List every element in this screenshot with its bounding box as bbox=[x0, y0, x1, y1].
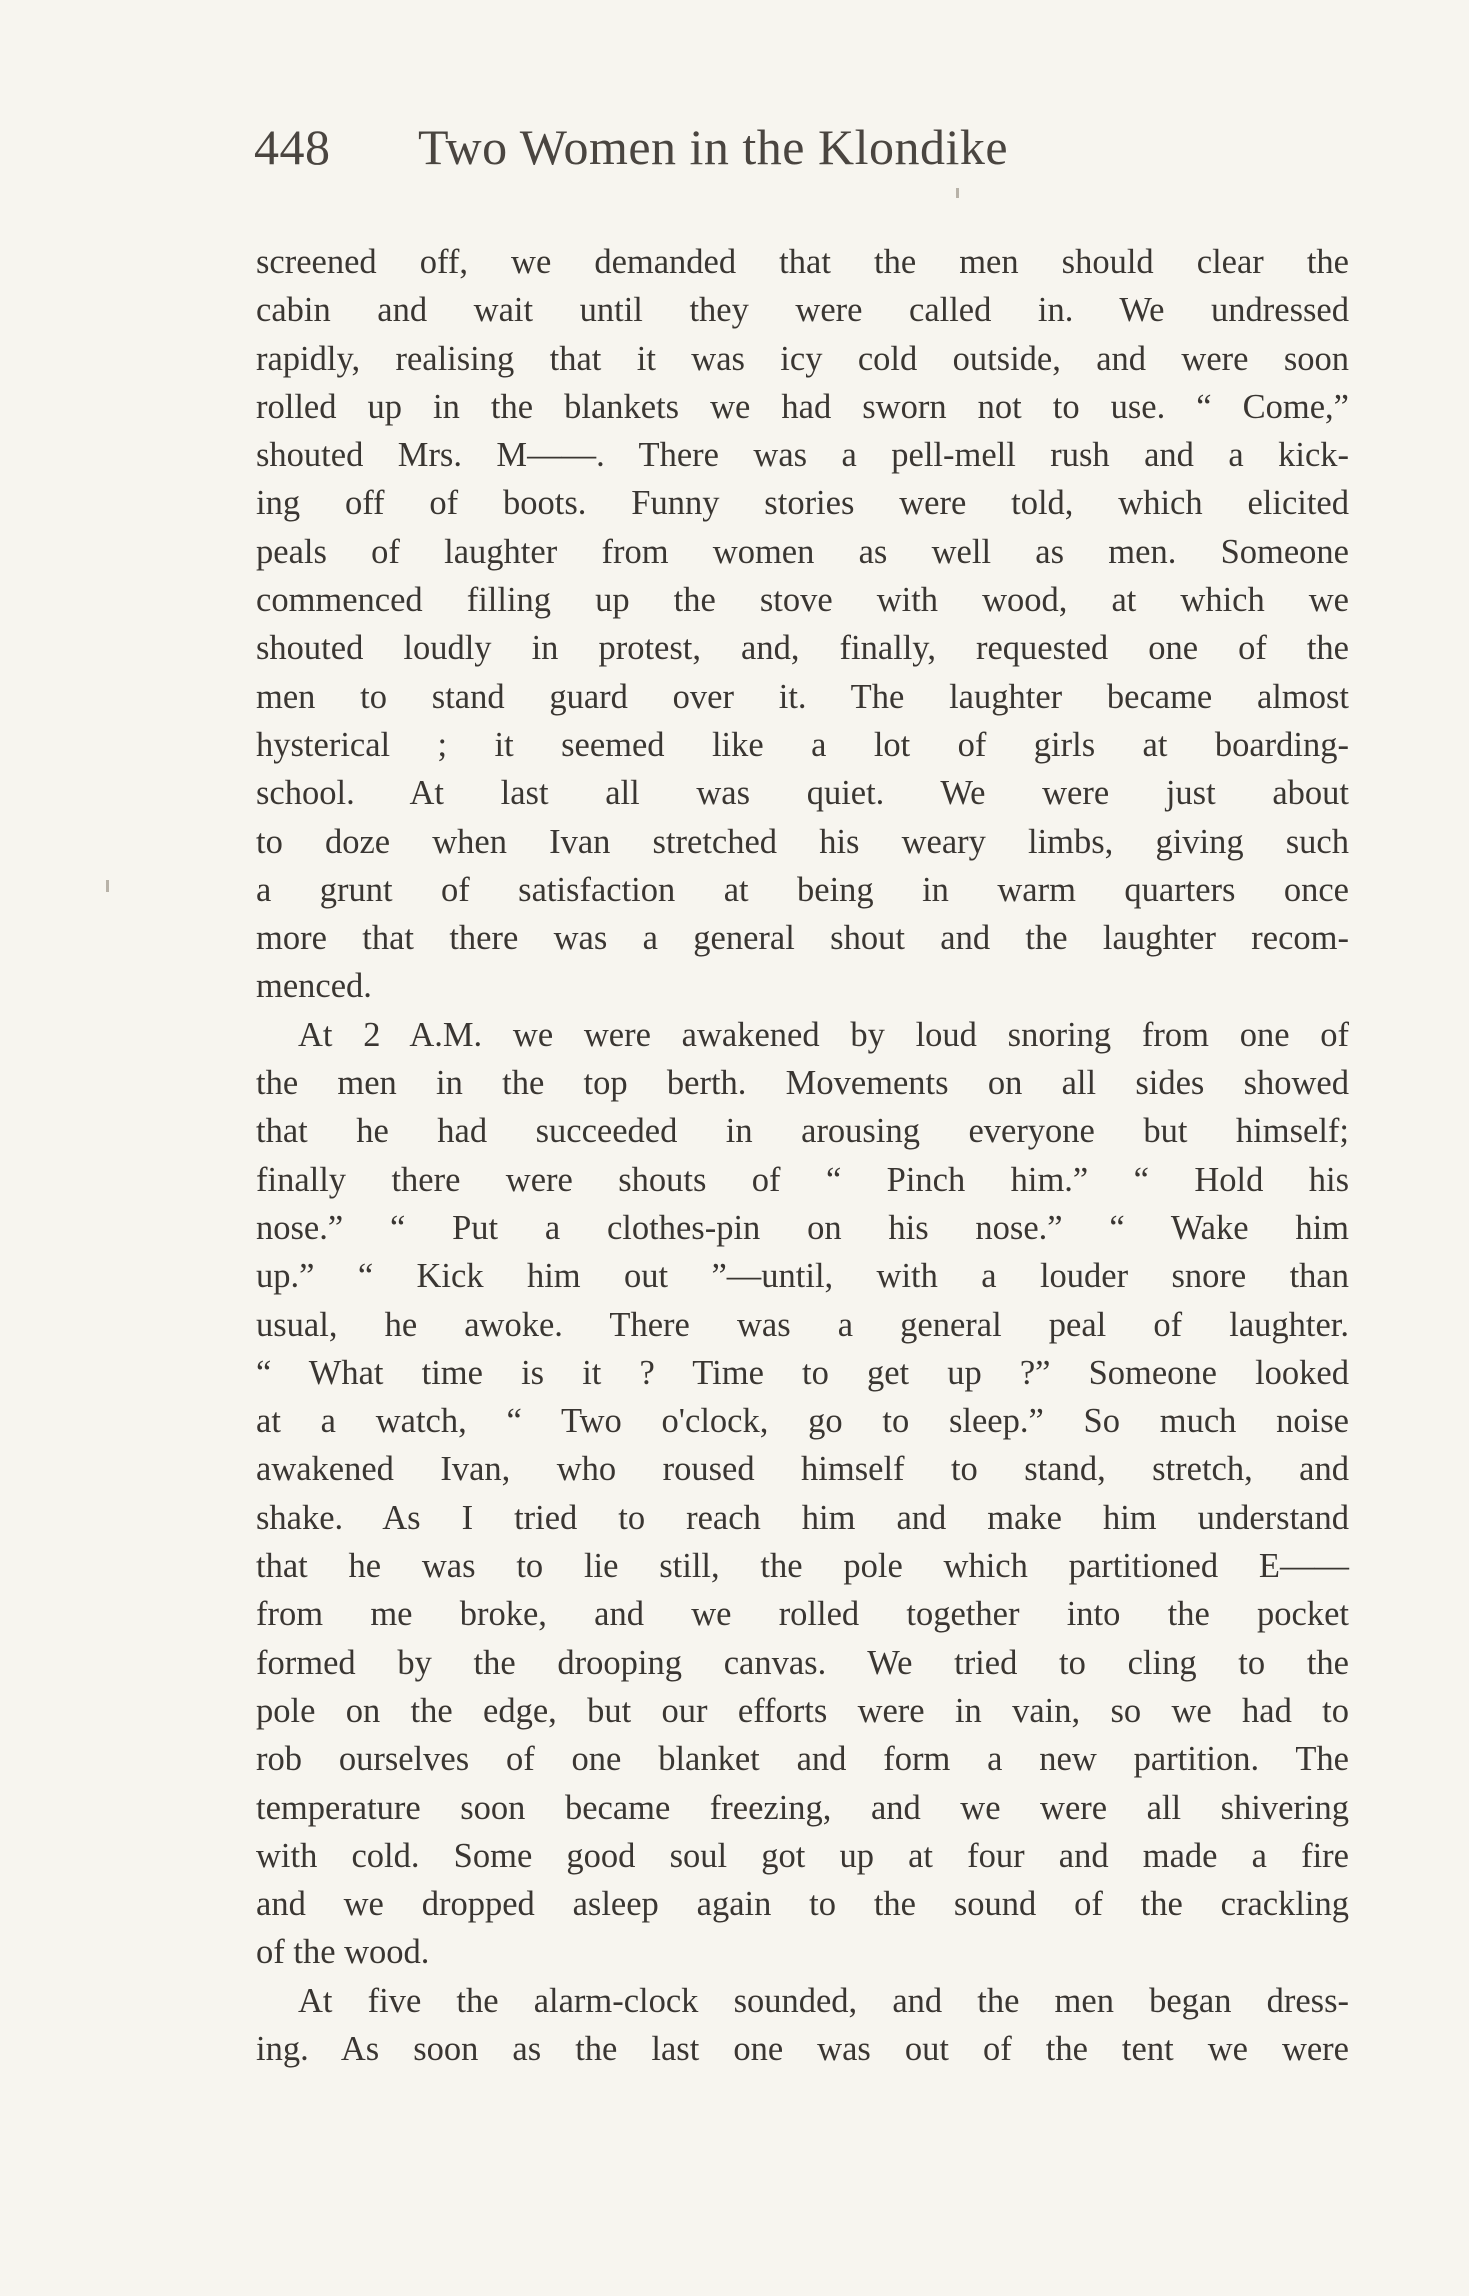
text-line: hysterical ; it seemed like a lot of girls at boarding- bbox=[256, 725, 1349, 764]
text-line: up.” “ Kick him out ”—until, with a louder snore than bbox=[256, 1257, 1349, 1296]
text-line: a grunt of satisfaction at being in warm quarters once bbox=[256, 870, 1349, 909]
text-line: peals of laughter from women as well as men. Someone bbox=[256, 532, 1349, 571]
text-line: nose.” “ Put a clothes-pin on his nose.” “ Wake him bbox=[256, 1208, 1349, 1247]
text-line: shouted loudly in protest, and, finally, requested one of the bbox=[256, 629, 1349, 668]
text-line: screened off, we demanded that the men should clear the bbox=[256, 243, 1349, 281]
text-line: menced. bbox=[256, 967, 372, 1006]
text-line: commenced filling up the stove with wood, at which we bbox=[256, 581, 1349, 620]
text-line: ing off of boots. Funny stories were told, which elicited bbox=[256, 484, 1349, 523]
text-line: “ What time is it ? Time to get up ?” Someone looked bbox=[256, 1353, 1349, 1392]
text-line: that he was to lie still, the pole which partitioned E—— bbox=[256, 1547, 1349, 1586]
text-line: pole on the edge, but our efforts were in vain, so we had to bbox=[256, 1691, 1349, 1730]
body-text bbox=[256, 238, 1349, 2073]
text-line: rapidly, realising that it was icy cold outside, and were soon bbox=[256, 339, 1349, 378]
text-line: formed by the drooping canvas. We tried to cling to the bbox=[256, 1643, 1349, 1682]
text-line: temperature soon became freezing, and we were all shivering bbox=[256, 1788, 1349, 1827]
text-line: rob ourselves of one blanket and form a new partition. The bbox=[256, 1740, 1349, 1779]
text-line: awakened Ivan, who roused himself to stand, stretch, and bbox=[256, 1450, 1349, 1489]
text-line: rolled up in the blankets we had sworn not to use. “ Come,” bbox=[256, 387, 1349, 426]
page-number: 448 bbox=[254, 119, 331, 175]
text-line: from me broke, and we rolled together into the pocket bbox=[256, 1595, 1349, 1634]
running-title: Two Women in the Klondike bbox=[418, 119, 1009, 175]
text-line: that he had succeeded in arousing everyone but himself; bbox=[256, 1112, 1349, 1151]
text-line: shake. As I tried to reach him and make him understand bbox=[256, 1498, 1349, 1537]
paper-speck bbox=[956, 188, 959, 198]
text-line: at a watch, “ Two o'clock, go to sleep.” So much noise bbox=[256, 1402, 1349, 1441]
text-line: more that there was a general shout and the laughter recom- bbox=[256, 919, 1349, 958]
text-line: school. At last all was quiet. We were just about bbox=[256, 774, 1349, 813]
text-line: with cold. Some good soul got up at four and made a fire bbox=[256, 1836, 1349, 1875]
paper-speck bbox=[106, 880, 109, 892]
text-line: At five the alarm-clock sounded, and the men began dress- bbox=[298, 1981, 1349, 2020]
text-line: to doze when Ivan stretched his weary limbs, giving such bbox=[256, 822, 1349, 861]
text-line: of the wood. bbox=[256, 1933, 430, 1972]
text-line: finally there were shouts of “ Pinch him.” “ Hold his bbox=[256, 1160, 1349, 1199]
text-line: ing. As soon as the last one was out of the tent we were bbox=[256, 2029, 1349, 2068]
text-line: and we dropped asleep again to the sound of the crackling bbox=[256, 1885, 1349, 1924]
text-line: men to stand guard over it. The laughter became almost bbox=[256, 677, 1349, 716]
text-line: At 2 A.M. we were awakened by loud snoring from one of bbox=[298, 1015, 1349, 1054]
text-line: the men in the top berth. Movements on all sides showed bbox=[256, 1064, 1349, 1103]
page-header bbox=[254, 118, 1354, 198]
text-line: shouted Mrs. M——. There was a pell-mell rush and a kick- bbox=[256, 436, 1349, 475]
text-line: usual, he awoke. There was a general peal of laughter. bbox=[256, 1305, 1349, 1344]
text-line: cabin and wait until they were called in. We undressed bbox=[256, 291, 1349, 330]
